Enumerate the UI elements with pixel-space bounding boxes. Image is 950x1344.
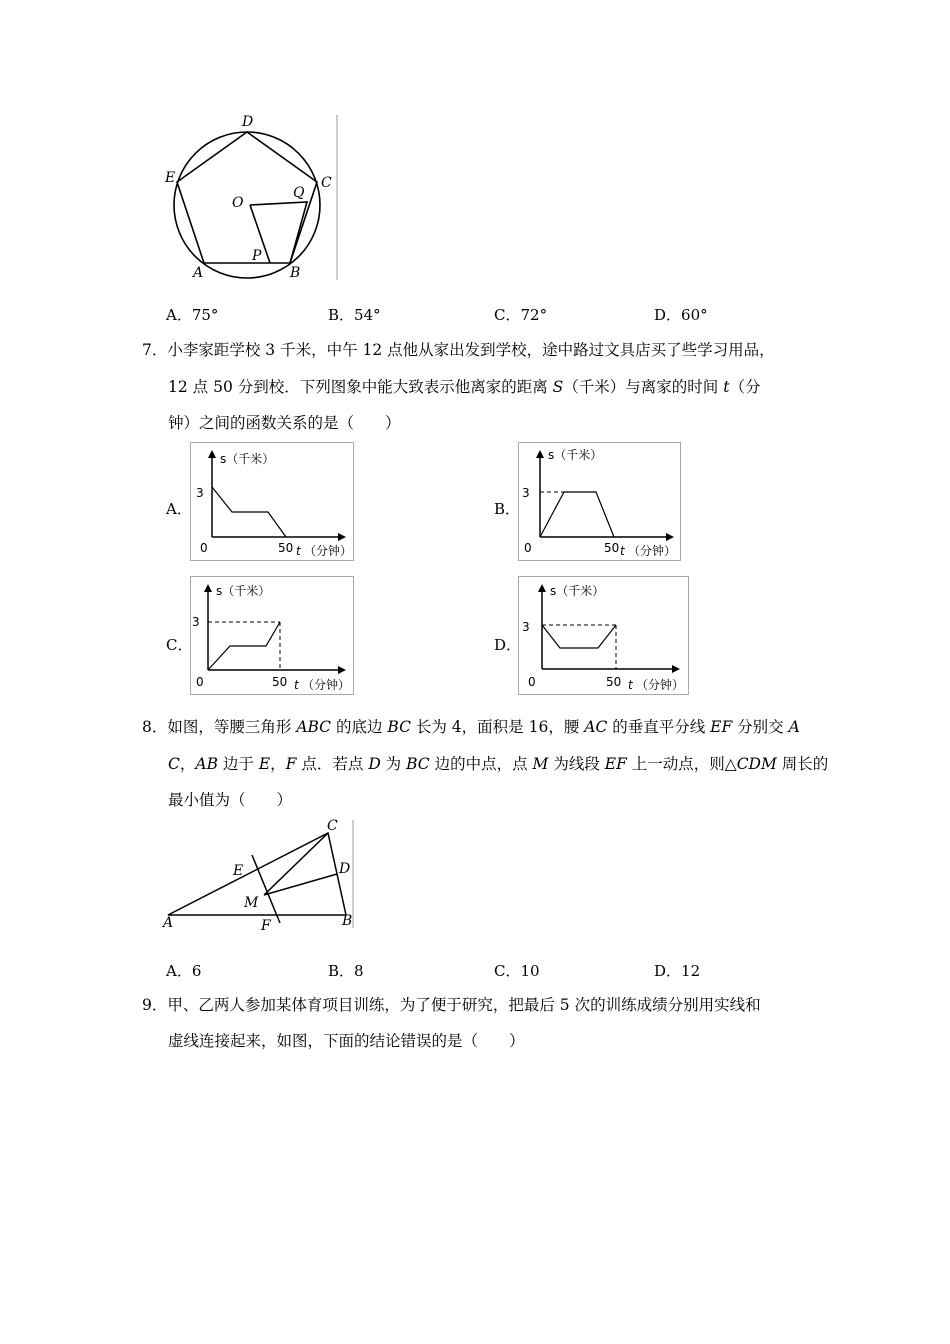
y-tick: 3 bbox=[522, 486, 530, 500]
q9-line1: 9．甲、乙两人参加某体育项目训练，为了便于研究，把最后 5 次的训练成绩分别用实线和 bbox=[142, 996, 761, 1014]
y-label: s（千米） bbox=[216, 584, 271, 598]
q9-line2: 虚线连接起来，如图，下面的结论错误的是（ ） bbox=[168, 1032, 525, 1050]
x-tick: 50 bbox=[604, 541, 620, 555]
q8-option-c: C．10 bbox=[494, 962, 540, 980]
y-label: s（千米） bbox=[220, 452, 275, 466]
origin: 0 bbox=[196, 675, 204, 689]
q7-graph-b-label: B． bbox=[494, 500, 521, 518]
q8-option-b: B．8 bbox=[328, 962, 364, 980]
label-C: C bbox=[327, 818, 338, 834]
label-A: A bbox=[163, 915, 174, 931]
y-label: s（千米） bbox=[550, 584, 605, 598]
x-label-t: t bbox=[296, 544, 301, 558]
x-label-t: t bbox=[620, 544, 625, 558]
q7-graph-c bbox=[190, 576, 356, 698]
label-Q: Q bbox=[293, 185, 305, 201]
label-C: C bbox=[321, 175, 332, 191]
x-tick: 50 bbox=[606, 675, 622, 689]
q8-line3: 最小值为（ ） bbox=[168, 791, 293, 809]
q7-line1: 7．小李家距学校 3 千米，中午 12 点他从家出发到学校，途中路过文具店买了些学习用品， bbox=[142, 341, 775, 359]
q7-graph-b bbox=[518, 442, 684, 564]
q7-line2: 12 点 50 分到校．下列图象中能大致表示他离家的距离 S（千米）与离家的时间 t（分 bbox=[168, 378, 761, 396]
origin: 0 bbox=[528, 675, 536, 689]
y-tick: 3 bbox=[192, 615, 200, 629]
label-D: D bbox=[242, 114, 254, 130]
x-label-unit: （分钟） bbox=[636, 678, 685, 692]
q8-option-a: A．6 bbox=[166, 962, 202, 980]
origin: 0 bbox=[524, 541, 532, 555]
y-label: s（千米） bbox=[548, 448, 603, 462]
q7-graph-d-label: D． bbox=[494, 636, 522, 654]
y-tick: 3 bbox=[196, 486, 204, 500]
q8-line1: 8．如图，等腰三角形 ABC 的底边 BC 长为 4，面积是 16，腰 AC 的垂直平分线 EF 分别交 A bbox=[142, 718, 800, 736]
y-tick: 3 bbox=[522, 620, 530, 634]
label-M: M bbox=[244, 895, 259, 911]
label-B: B bbox=[290, 265, 301, 281]
x-label-unit: （分钟） bbox=[302, 678, 351, 692]
q6-option-b: B．54° bbox=[328, 306, 381, 324]
label-F: F bbox=[261, 918, 271, 934]
q7-graph-a-label: A． bbox=[166, 500, 192, 518]
q7-graph-a bbox=[190, 442, 356, 564]
label-D: D bbox=[339, 861, 351, 877]
label-O: O bbox=[232, 195, 244, 211]
x-label-unit: （分钟） bbox=[628, 544, 677, 558]
q6-option-c: C．72° bbox=[494, 306, 548, 324]
q7-graph-c-label: C． bbox=[166, 636, 193, 654]
q6-pentagon-figure bbox=[160, 110, 350, 285]
label-B: B bbox=[342, 913, 353, 929]
q7-line3: 钟）之间的函数关系的是（ ） bbox=[168, 414, 401, 432]
label-E: E bbox=[233, 863, 244, 879]
origin: 0 bbox=[200, 541, 208, 555]
q6-option-a: A．75° bbox=[166, 306, 219, 324]
q8-triangle-figure bbox=[160, 815, 360, 937]
label-E: E bbox=[165, 170, 176, 186]
q8-line2: C，AB 边于 E，F 点．若点 D 为 BC 边的中点，点 M 为线段 EF 上一动点，则△CDM 周长的 bbox=[168, 755, 829, 773]
x-label-unit: （分钟） bbox=[304, 544, 353, 558]
q8-option-d: D．12 bbox=[654, 962, 701, 980]
x-label-t: t bbox=[628, 678, 633, 692]
q7-number: 7． bbox=[142, 341, 168, 359]
q9-number: 9． bbox=[142, 996, 168, 1014]
q8-number: 8． bbox=[142, 718, 168, 736]
q7-graph-d bbox=[518, 576, 690, 698]
q6-option-d: D．60° bbox=[654, 306, 708, 324]
x-label-t: t bbox=[294, 678, 299, 692]
x-tick: 50 bbox=[278, 541, 294, 555]
label-A: A bbox=[193, 265, 204, 281]
label-P: P bbox=[252, 248, 262, 264]
x-tick: 50 bbox=[272, 675, 288, 689]
